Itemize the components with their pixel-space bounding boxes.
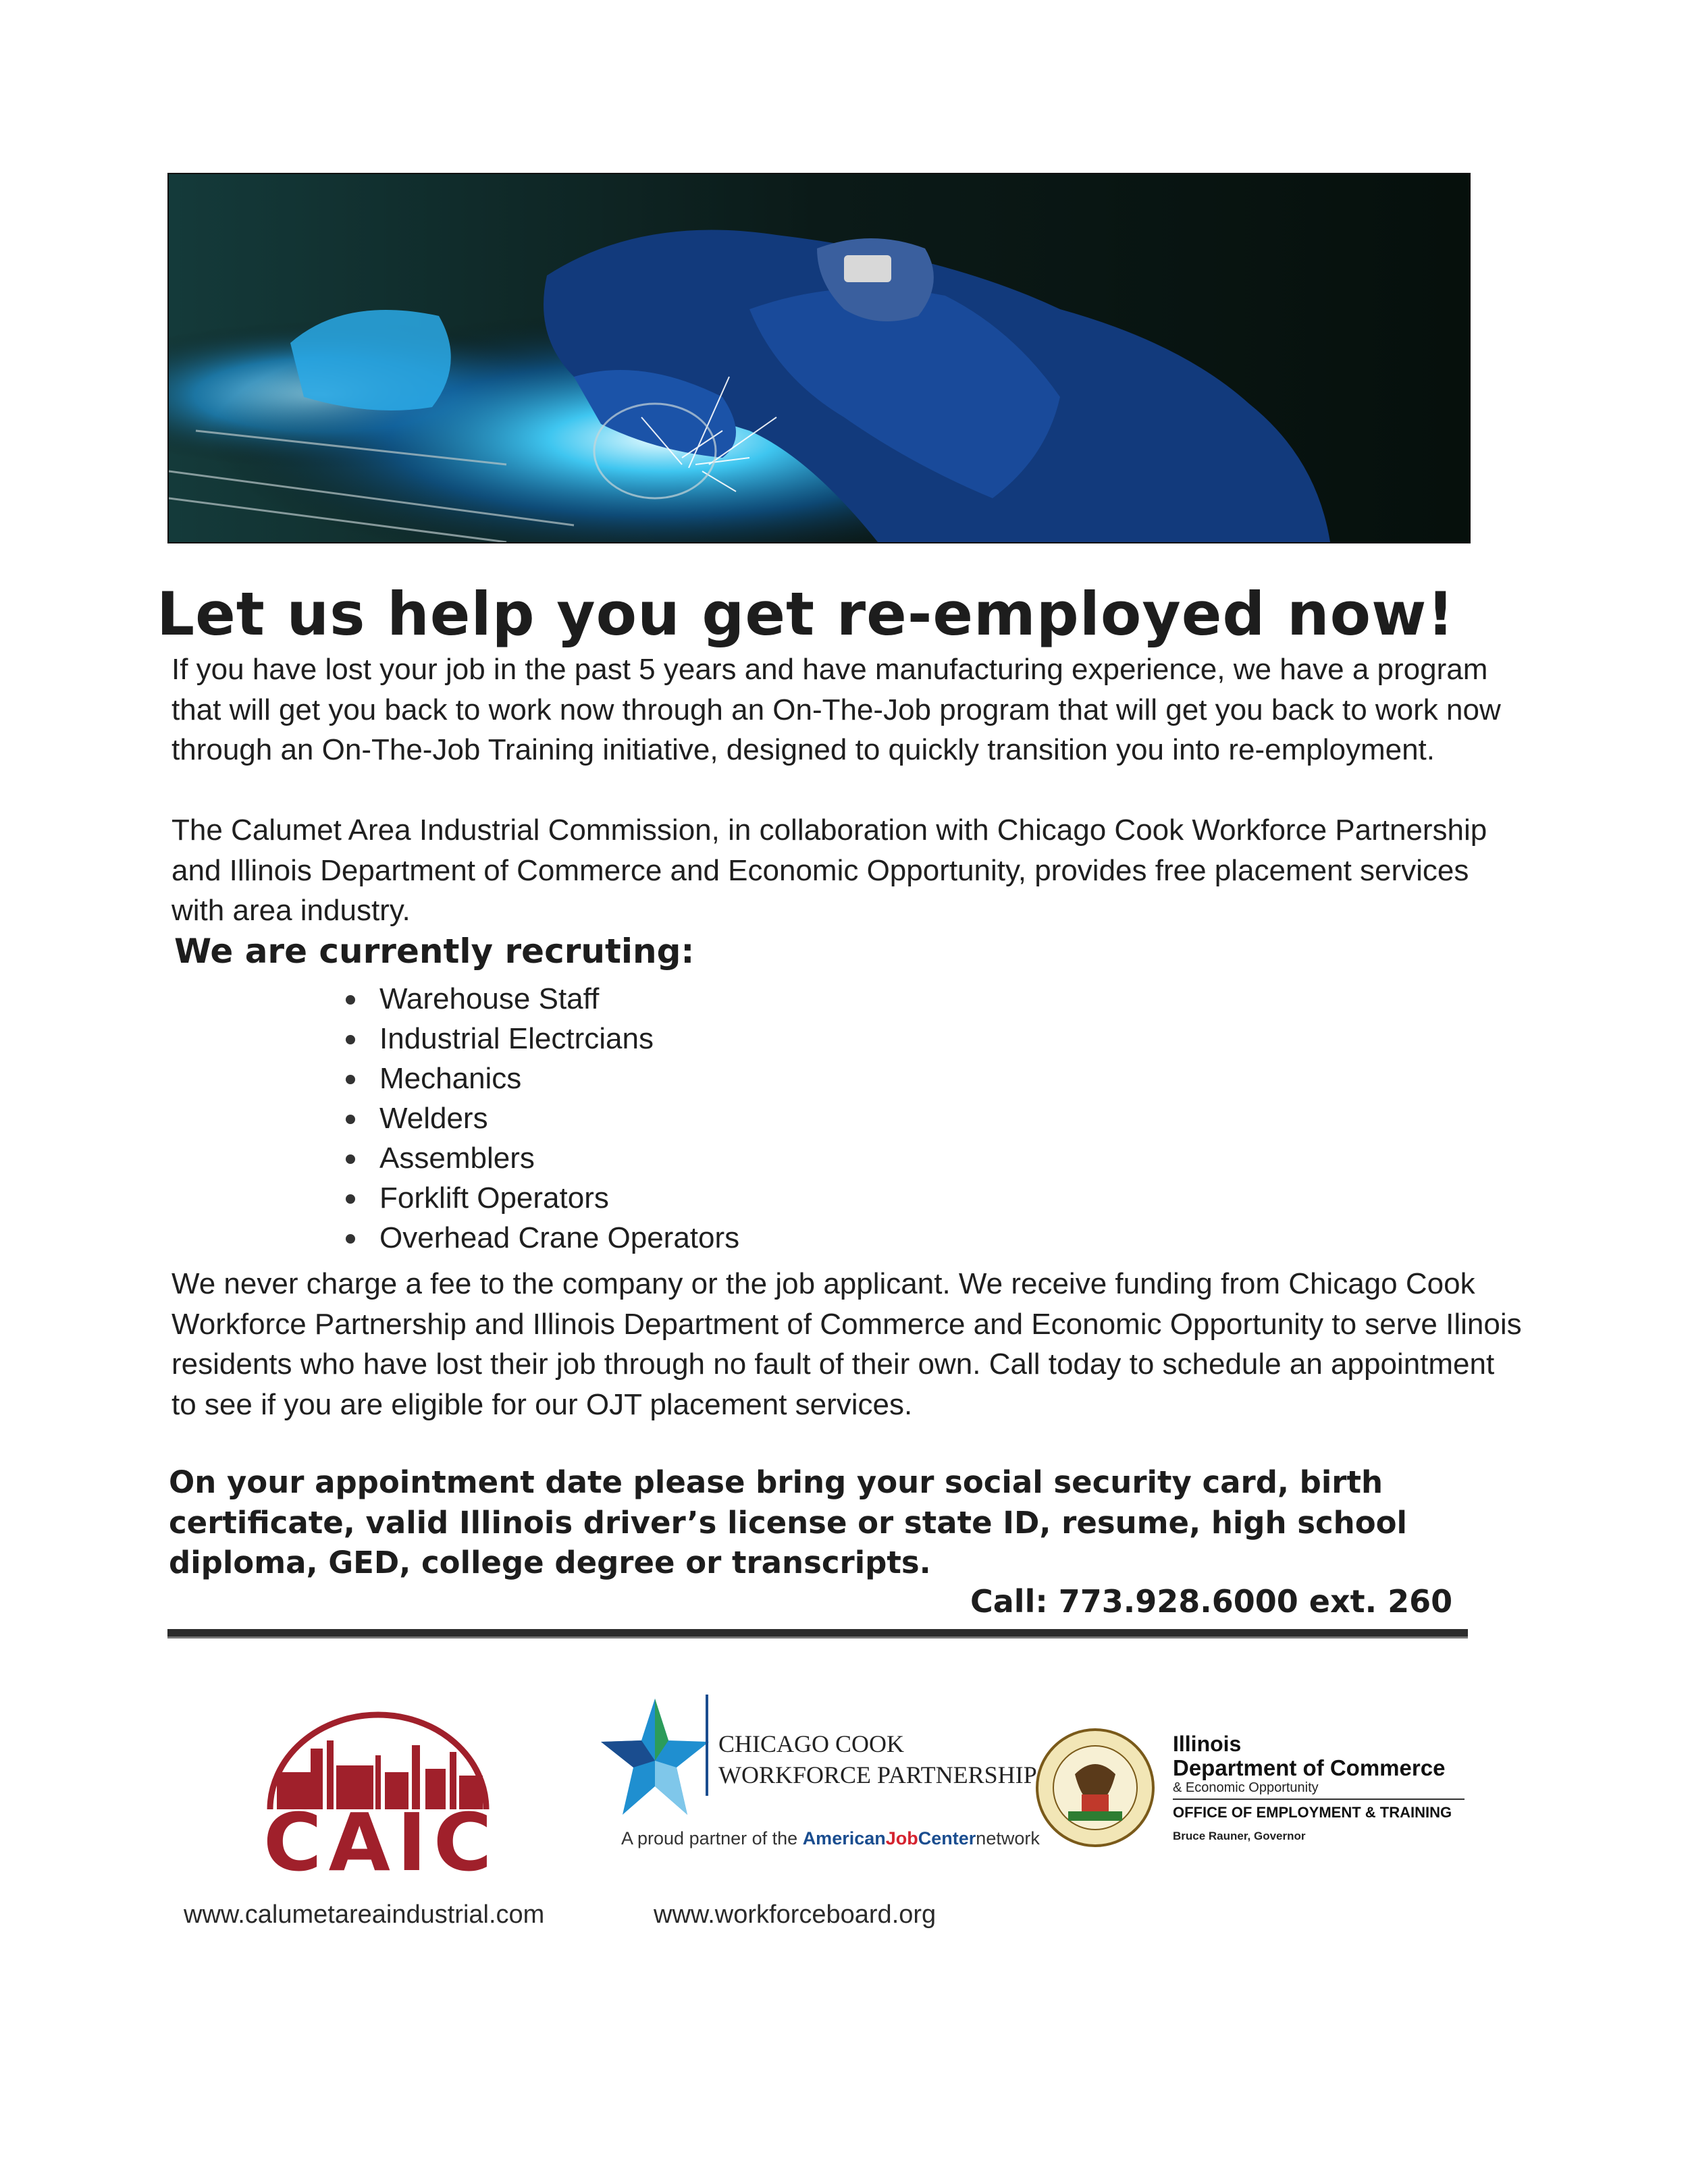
illinois-state-seal-icon [1034, 1727, 1156, 1848]
office-name: OFFICE OF EMPLOYMENT & TRAINING [1173, 1804, 1452, 1821]
list-item [338, 1138, 739, 1178]
ccwp-name-line1: CHICAGO COOK [718, 1730, 905, 1757]
job-title: Forklift Operators [379, 1181, 609, 1215]
recruiting-heading: We are currently recruting: [174, 932, 695, 971]
job-title: Industrial Electrcians [379, 1022, 654, 1055]
governor-name: Bruce Rauner, Governor [1173, 1830, 1306, 1842]
illinois-name: Illinois [1173, 1732, 1242, 1756]
fee-paragraph: We never charge a fee to the company or the job applicant. We receive funding from Chicago Cook Workforce Partnership and Illinois Department of Commerce and Economic Opportunity to serve Ilinois residents who have lost their job through no fault of their own. Call today to schedule an appointment to see if you are eligible for our OJT placement services. [172, 1267, 1522, 1421]
list-item [338, 1019, 739, 1059]
job-title: Overhead Crane Operators [379, 1221, 740, 1254]
job-title: Assemblers [379, 1142, 535, 1175]
list-item [338, 979, 739, 1019]
bullet-icon [346, 1194, 355, 1204]
divider-rule [167, 1629, 1468, 1639]
ajc-center: Center [918, 1828, 976, 1848]
job-title: Welders [379, 1102, 488, 1135]
workforce-website-link[interactable]: www.workforceboard.org [654, 1900, 937, 1929]
caic-website-link[interactable]: www.calumetareaindustrial.com [184, 1900, 545, 1929]
bullet-icon [346, 995, 355, 1005]
call-phone-line: Call: 773.928.6000 ext. 260 [970, 1583, 1453, 1620]
bullet-icon [346, 1035, 355, 1044]
intro-paragraph: If you have lost your job in the past 5 years and have manufacturing experience, we have a program that will get you back to work now through an On-The-Job program that will get you back to work now through an On-The-Job Training initiative, designed to quickly transition you into re-employment. [172, 653, 1501, 766]
american-job-center-logo [803, 1828, 976, 1848]
ccwp-star-icon [601, 1693, 709, 1821]
job-title: Mechanics [379, 1062, 522, 1095]
ccwp-name [718, 1728, 1037, 1790]
bring-documents-paragraph: On your appointment date please bring your social security card, birth certificate, valid Illinois driver’s license or state ID, resume, high school diploma, GED, college degree or transcripts. [169, 1464, 1407, 1580]
ajc-job: Job [885, 1828, 918, 1848]
list-item [338, 1218, 739, 1258]
partner-prefix: A proud partner of the [621, 1828, 803, 1848]
department-subname: & Economic Opportunity [1173, 1780, 1319, 1795]
headline: Let us help you get re-employed now! [157, 579, 1455, 649]
department-name: Department of Commerce [1173, 1755, 1446, 1780]
collaboration-paragraph: The Calumet Area Industrial Commission, in collaboration with Chicago Cook Workforce Partnership and Illinois Department of Commerce and Economic Opportunity, provides free placement services with area industry. [172, 814, 1487, 927]
list-item [338, 1059, 739, 1098]
job-title: Warehouse Staff [379, 982, 600, 1015]
illinois-divider [1173, 1799, 1465, 1800]
bullet-icon [346, 1115, 355, 1124]
list-item [338, 1098, 739, 1138]
caic-logo-text: CAIC [263, 1796, 499, 1889]
list-item [338, 1178, 739, 1218]
welder-illustration [169, 174, 1469, 542]
hero-welder-photo [167, 173, 1471, 543]
ccwp-divider-bar [706, 1695, 708, 1796]
partner-suffix: network [976, 1828, 1040, 1848]
ccwp-partner-line [621, 1828, 1040, 1849]
job-list [338, 979, 739, 1258]
ccwp-name-line2: WORKFORCE PARTNERSHIP [718, 1761, 1037, 1788]
ajc-american: American [802, 1828, 886, 1848]
bullet-icon [346, 1075, 355, 1084]
bullet-icon [346, 1154, 355, 1164]
bullet-icon [346, 1234, 355, 1244]
